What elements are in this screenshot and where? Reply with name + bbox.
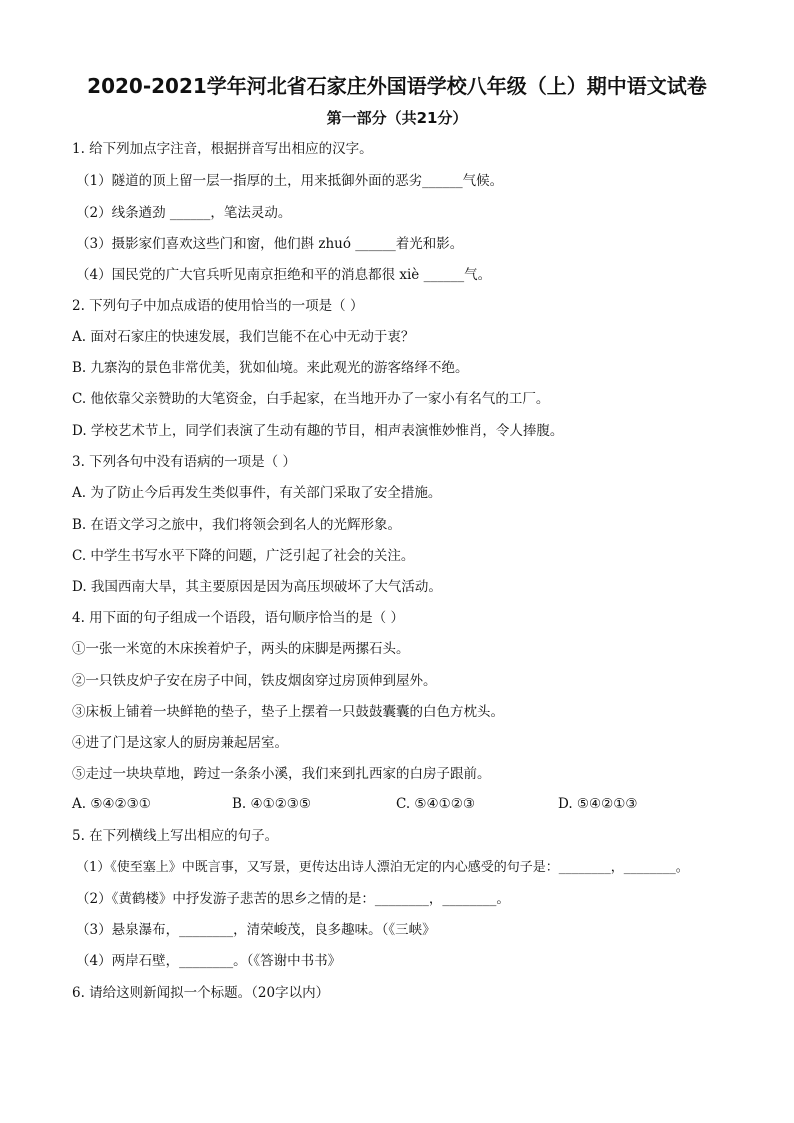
q5-item-4: （4）两岸石壁，________。（《答谢中书书》 bbox=[76, 953, 342, 969]
q4-sentence-2: ②一只铁皮炉子安在房子中间，铁皮烟囱穿过房顶伸到屋外。 bbox=[72, 673, 437, 689]
q4-sentence-1: ①一张一米宽的木床挨着炉子，两头的床脚是两摞石头。 bbox=[72, 641, 410, 657]
q2-option-a: A. 面对石家庄的快速发展，我们岂能不在心中无动于衷？ bbox=[72, 329, 415, 345]
q1-item-3: （3）摄影家们喜欢这些门和窗，他们斟 zhuó ______着光和影。 bbox=[76, 236, 464, 252]
q1-stem: 1. 给下列加点字注音，根据拼音写出相应的汉字。 bbox=[72, 141, 373, 157]
q3-option-c: C. 中学生书写水平下降的问题，广泛引起了社会的关注。 bbox=[72, 548, 415, 564]
exam-title: 2020-2021学年河北省石家庄外国语学校八年级（上）期中语文试卷 bbox=[87, 74, 707, 98]
q3-option-a: A. 为了防止今后再发生类似事件，有关部门采取了安全措施。 bbox=[72, 485, 442, 501]
q5-item-1: （1）《使至塞上》中既言事，又写景，更传达出诗人漂泊无定的内心感受的句子是：________，________。 bbox=[76, 860, 689, 875]
q5-stem: 5. 在下列横线上写出相应的句子。 bbox=[72, 828, 279, 844]
q3-option-d: D. 我国西南大旱，其主要原因是因为高压坝破坏了大气活动。 bbox=[72, 579, 442, 595]
q6-stem: 6. 请给这则新闻拟一个标题。（20字以内） bbox=[72, 985, 330, 1001]
q3-option-b: B. 在语文学习之旅中，我们将领会到名人的光辉形象。 bbox=[72, 517, 402, 533]
q1-item-4: （4）国民党的广大官兵听见南京拒绝和平的消息都很 xiè ______气。 bbox=[76, 267, 492, 283]
q4-option-d: D. ⑤④②①③ bbox=[558, 796, 638, 812]
q2-option-c: C. 他依靠父亲赞助的大笔资金，白手起家，在当地开办了一家小有名气的工厂。 bbox=[72, 391, 550, 407]
q2-stem: 2. 下列句子中加点成语的使用恰当的一项是（ ） bbox=[72, 298, 364, 314]
q3-stem: 3. 下列各句中没有语病的一项是（ ） bbox=[72, 454, 296, 470]
q4-options bbox=[72, 796, 672, 814]
q2-option-b: B. 九寨沟的景色非常优美，犹如仙境。来此观光的游客络绎不绝。 bbox=[72, 360, 469, 376]
q4-sentence-4: ④进了门是这家人的厨房兼起居室。 bbox=[72, 735, 288, 751]
q4-sentence-3: ③床板上铺着一块鲜艳的垫子，垫子上摆着一只鼓鼓囊囊的白色方枕头。 bbox=[72, 704, 504, 720]
q5-item-2: （2）《黄鹤楼》中抒发游子悲苦的思乡之情的是：________，________。 bbox=[76, 891, 510, 907]
q5-item-3: （3）悬泉瀑布，________，清荣峻茂，良多趣味。（《三峡》 bbox=[76, 922, 436, 938]
q4-sentence-5: ⑤走过一块块草地，跨过一条条小溪，我们来到扎西家的白房子跟前。 bbox=[72, 766, 491, 782]
q4-stem: 4. 用下面的句子组成一个语段，语句顺序恰当的是（ ） bbox=[72, 610, 404, 626]
q1-item-2: （2）线条遒劲 ______，笔法灵动。 bbox=[76, 205, 292, 221]
q4-option-c: C. ⑤④①②③ bbox=[396, 796, 475, 812]
q2-option-d: D. 学校艺术节上，同学们表演了生动有趣的节目，相声表演惟妙惟肖，令人捧腹。 bbox=[72, 423, 564, 439]
q1-item-1: （1）隧道的顶上留一层一指厚的土，用来抵御外面的恶劣______气候。 bbox=[76, 173, 504, 189]
section-heading: 第一部分（共21分） bbox=[326, 109, 468, 127]
q4-option-b: B. ④①②③⑤ bbox=[232, 796, 312, 812]
q4-option-a: A. ⑤④②③① bbox=[72, 796, 151, 812]
